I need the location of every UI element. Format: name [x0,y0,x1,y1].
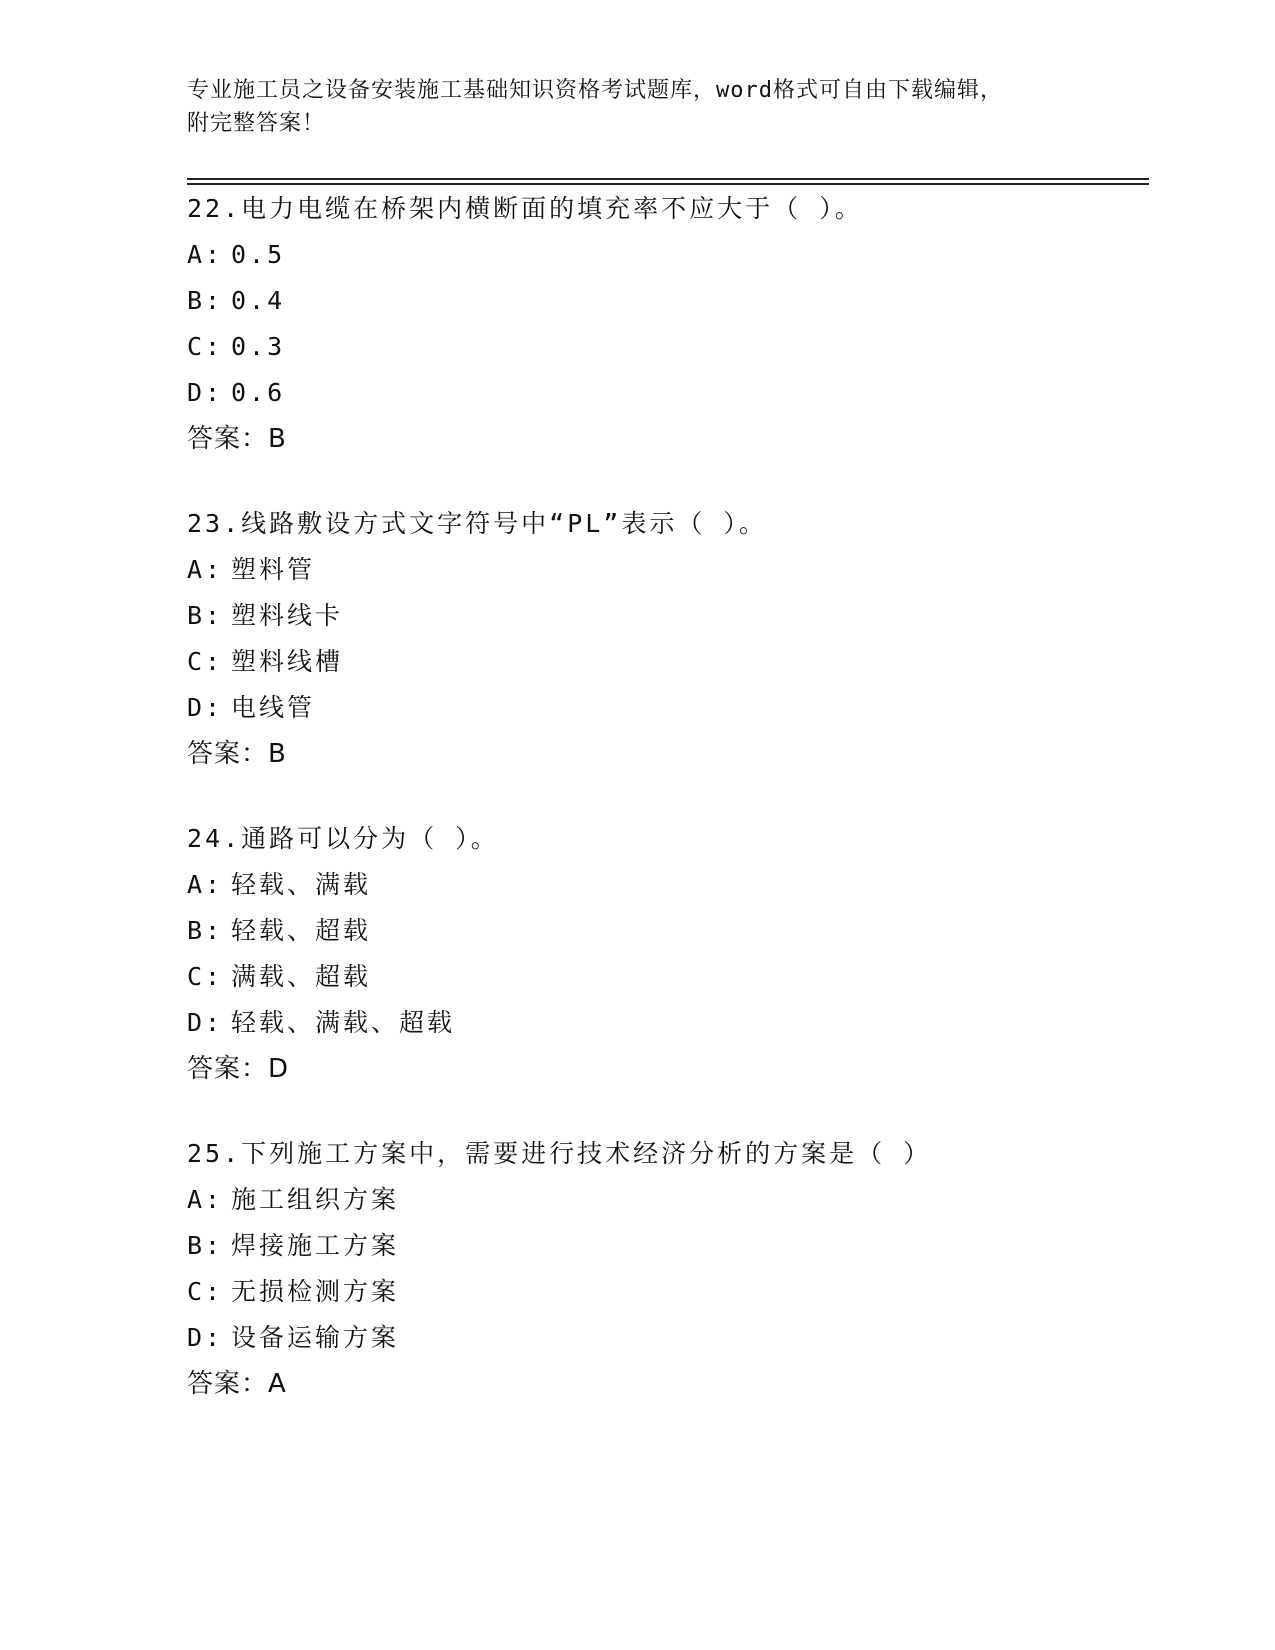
option-d [187,1000,1147,1046]
header-line-2: 附完整答案！ [187,111,326,136]
option-letter: C: [187,332,224,361]
question-22 [187,186,1147,462]
option-text: 塑料管 [231,555,316,584]
option-text: 无损检测方案 [231,1277,400,1306]
document-header [187,74,1107,140]
option-letter: B: [187,286,224,315]
option-b [187,278,1147,324]
option-letter: B: [187,1231,224,1260]
option-letter: A: [187,555,224,584]
option-text: 0.6 [231,378,286,407]
question-stem: 25.下列施工方案中，需要进行技术经济分析的方案是（ ） [187,1139,932,1168]
option-text: 轻载、超载 [231,916,372,945]
answer-line: 答案：B [187,424,287,454]
option-letter: C: [187,1277,224,1306]
header-divider-bottom [187,183,1149,185]
option-letter: C: [187,647,224,676]
option-text: 塑料线槽 [231,647,344,676]
option-letter: A: [187,240,224,269]
option-b [187,908,1147,954]
option-a [187,547,1147,593]
option-c [187,639,1147,685]
option-letter: B: [187,601,224,630]
option-d [187,685,1147,731]
option-letter: D: [187,693,224,722]
option-a [187,1177,1147,1223]
option-letter: A: [187,1185,224,1214]
option-text: 施工组织方案 [231,1185,400,1214]
option-text: 满载、超载 [231,962,372,991]
option-d [187,370,1147,416]
question-stem: 23.线路敷设方式文字符号中“PL”表示（ ）。 [187,509,767,538]
question-stem: 22.电力电缆在桥架内横断面的填充率不应大于（ ）。 [187,194,863,223]
answer-line: 答案：A [187,1369,287,1399]
option-text: 0.5 [231,240,286,269]
option-d [187,1315,1147,1361]
option-text: 轻载、满载、超载 [231,1008,456,1037]
option-a [187,862,1147,908]
option-a [187,232,1147,278]
option-letter: D: [187,378,224,407]
question-25 [187,1131,1147,1407]
answer-line: 答案：D [187,1054,290,1084]
option-c [187,324,1147,370]
option-letter: D: [187,1323,224,1352]
option-b [187,593,1147,639]
question-stem: 24.通路可以分为（ ）。 [187,824,499,853]
option-text: 电线管 [231,693,316,722]
header-line-1: 专业施工员之设备安装施工基础知识资格考试题库，word格式可自由下载编辑， [187,78,1003,103]
option-c [187,1269,1147,1315]
option-text: 0.4 [231,286,286,315]
option-letter: A: [187,870,224,899]
option-letter: C: [187,962,224,991]
option-c [187,954,1147,1000]
option-text: 塑料线卡 [231,601,344,630]
option-text: 设备运输方案 [231,1323,400,1352]
option-text: 0.3 [231,332,286,361]
header-divider-top [187,178,1149,180]
option-letter: B: [187,916,224,945]
option-letter: D: [187,1008,224,1037]
question-23 [187,501,1147,777]
question-24 [187,816,1147,1092]
answer-line: 答案：B [187,739,287,769]
option-text: 轻载、满载 [231,870,372,899]
option-b [187,1223,1147,1269]
option-text: 焊接施工方案 [231,1231,400,1260]
